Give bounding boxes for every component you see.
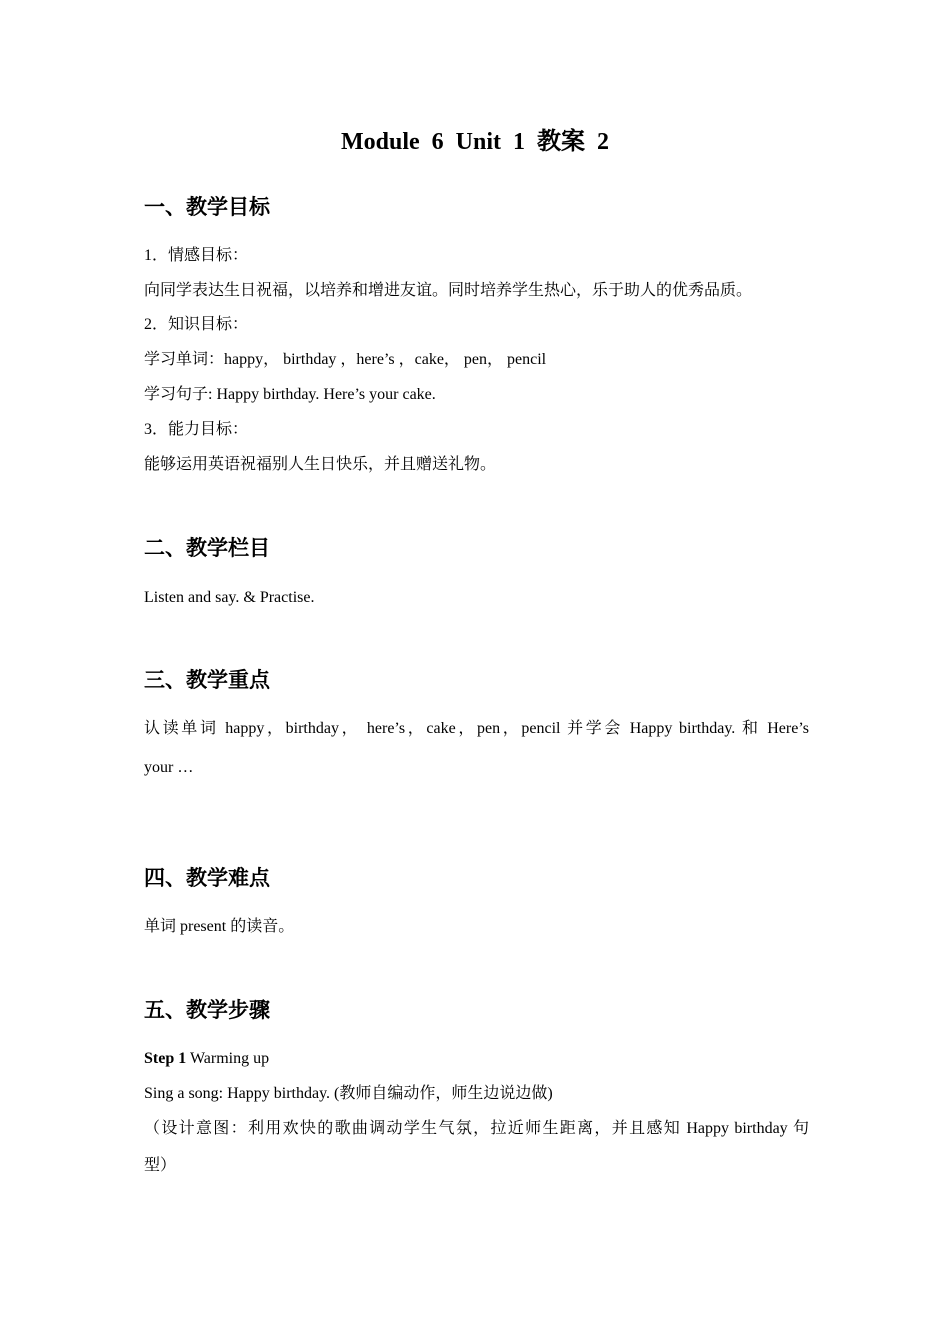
objective-knowledge-label: 2．知识目标：: [144, 316, 249, 333]
section-heading-key-points: 三、教学重点: [144, 668, 270, 692]
key-points-line-2: your …: [144, 759, 194, 776]
step-1-activity: Sing a song: Happy birthday. (教师自编动作，师生边说边做): [144, 1085, 553, 1102]
section-heading-difficulties: 四、教学难点: [144, 866, 270, 890]
key-points-line-1: 认读单词 happy，birthday， here’s，cake，pen，pencil 并学会 Happy birthday. 和 Here’s: [144, 720, 809, 737]
step-1-title: Warming up: [186, 1050, 270, 1067]
objective-sentences-text: 学习句子: Happy birthday. Here’s your cake.: [144, 386, 436, 403]
document-title: Module 6 Unit 1 教案 2: [340, 129, 609, 155]
columns-text: Listen and say. & Practise.: [144, 589, 315, 606]
objective-words-text: 学习单词：happy， birthday ，here’s ，cake， pen， pencil: [144, 351, 547, 368]
objective-emotion-label: 1．情感目标：: [144, 247, 249, 264]
step-1-label: Step 1: [144, 1050, 187, 1067]
section-heading-objectives: 一、教学目标: [144, 195, 270, 219]
objective-emotion-text: 向同学表达生日祝福，以培养和增进友谊。同时培养学生热心，乐于助人的优秀品质。: [144, 282, 753, 299]
step-1-heading: [144, 1048, 809, 1070]
objective-ability-label: 3．能力目标：: [144, 421, 249, 438]
objective-ability-text: 能够运用英语祝福别人生日快乐，并且赠送礼物。: [144, 456, 497, 473]
step-1-design-line-2: 型）: [144, 1157, 177, 1174]
section-heading-steps: 五、教学步骤: [144, 998, 270, 1022]
difficulties-text: 单词 present 的读音。: [144, 918, 295, 935]
step-1-design-line-1: （设计意图：利用欢快的歌曲调动学生气氛，拉近师生距离，并且感知 Happy birthday 句: [144, 1120, 809, 1137]
section-heading-columns: 二、教学栏目: [144, 536, 270, 560]
